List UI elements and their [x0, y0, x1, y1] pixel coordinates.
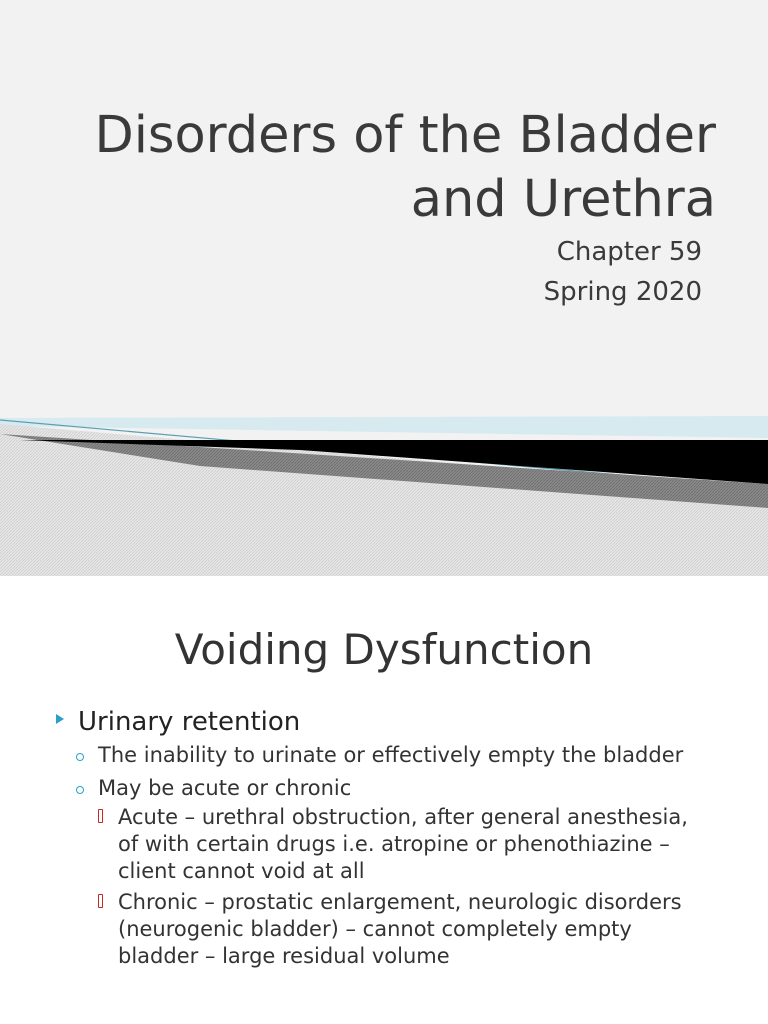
bullet-urinary-retention	[56, 704, 736, 740]
sub-bullet-item	[76, 775, 696, 970]
circle-bullet-icon	[76, 753, 84, 761]
sub-bullet-text: The inability to urinate or effectively empty the bladder	[98, 743, 684, 767]
triangle-bullet-icon	[56, 714, 64, 724]
sub-sub-bullet-item	[98, 889, 696, 970]
slide-title-line-2: and Urethra	[410, 170, 716, 229]
bullet-text: Urinary retention	[78, 707, 301, 737]
square-bullet-icon	[98, 894, 103, 908]
sub-sub-bullet-item	[98, 804, 696, 885]
slide-title-line-1: Disorders of the Bladder	[94, 106, 716, 165]
subtitle-chapter: Chapter 59	[556, 237, 702, 267]
sub-sub-bullet-list	[98, 804, 696, 970]
sub-bullet-text: May be acute or chronic	[98, 776, 352, 800]
decorative-banner	[0, 410, 768, 576]
sub-bullet-item	[76, 742, 696, 769]
subtitle-term: Spring 2020	[543, 277, 702, 307]
slide-subtitle	[302, 232, 702, 312]
sub-sub-bullet-text: Acute – urethral obstruction, after general anesthesia, of with certain drugs i.e. atropine or phenothiazine – client cannot void at all	[118, 805, 688, 883]
sub-bullet-list	[76, 742, 696, 976]
circle-bullet-icon	[76, 786, 84, 794]
content-slide-title: Voiding Dysfunction	[174, 625, 594, 674]
content-slide	[0, 576, 768, 1024]
square-bullet-icon	[98, 809, 103, 823]
sub-sub-bullet-text: Chronic – prostatic enlargement, neurologic disorders (neurogenic bladder) – cannot completely empty bladder – large residual volume	[118, 890, 682, 968]
slide-title	[36, 104, 716, 232]
